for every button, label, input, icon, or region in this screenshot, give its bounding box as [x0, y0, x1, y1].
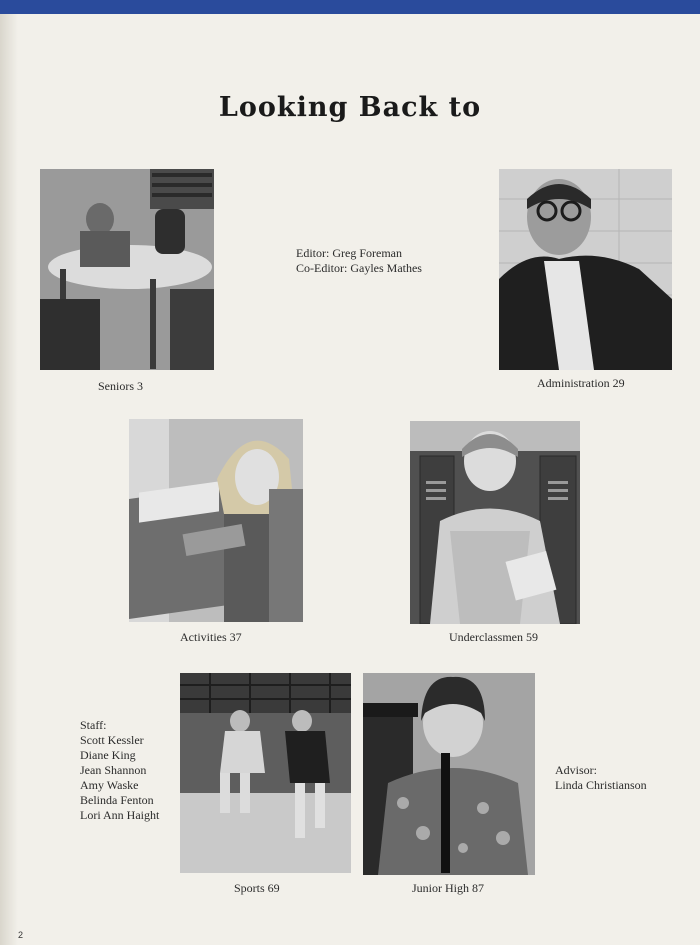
staff-heading: Staff:: [80, 718, 107, 732]
sports-caption: Sports 69: [234, 881, 280, 895]
page-title: Looking Back to: [218, 92, 482, 123]
advisor-heading: Advisor:: [555, 763, 597, 777]
staff-member: Belinda Fenton: [80, 793, 154, 807]
co-editor-line: Co-Editor: Gayles Mathes: [296, 261, 422, 275]
staff-member: Diane King: [80, 748, 136, 762]
staff-block: [80, 718, 159, 823]
activities-caption: Activities 37: [180, 630, 242, 644]
page-binding-shade: [0, 14, 18, 945]
editors-block: [296, 246, 422, 276]
sports-photo: [180, 673, 351, 873]
top-edge-bar: [0, 0, 700, 14]
editor-line: Editor: Greg Foreman: [296, 246, 402, 260]
activities-photo: [129, 419, 303, 622]
administration-photo: [499, 169, 672, 370]
page-number: 2: [18, 930, 24, 940]
junior-high-caption: Junior High 87: [412, 881, 484, 895]
underclassmen-photo: [410, 421, 580, 624]
advisor-name: Linda Christianson: [555, 778, 647, 792]
staff-member: Scott Kessler: [80, 733, 144, 747]
seniors-photo: [40, 169, 214, 370]
junior-high-photo: [363, 673, 535, 875]
underclassmen-caption: Underclassmen 59: [449, 630, 538, 644]
administration-caption: Administration 29: [537, 376, 625, 390]
advisor-block: [555, 763, 647, 793]
staff-member: Jean Shannon: [80, 763, 147, 777]
staff-member: Amy Waske: [80, 778, 139, 792]
seniors-caption: Seniors 3: [98, 379, 143, 393]
staff-member: Lori Ann Haight: [80, 808, 160, 822]
